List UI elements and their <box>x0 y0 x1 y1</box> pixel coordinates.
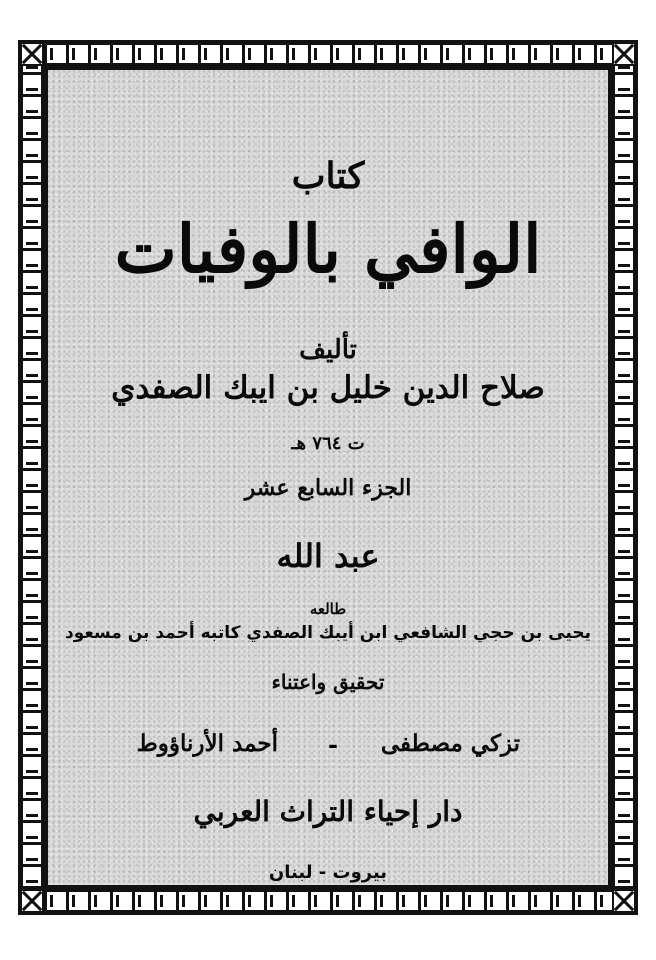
corner-ornament-icon <box>20 889 44 913</box>
book-label: كتاب <box>291 155 365 197</box>
corner-ornament-icon <box>612 42 636 66</box>
meander-border-top <box>44 42 612 68</box>
cover-frame <box>18 40 638 915</box>
editor-name: تزكي مصطفى <box>380 730 520 757</box>
collated-label: طالعه <box>309 600 347 618</box>
authored-label: تأليف <box>299 335 357 365</box>
author-name: صلاح الدين خليل بن ايبك الصفدي <box>111 370 545 406</box>
editors <box>48 730 608 770</box>
book-title: الوافي بالوفيات <box>114 210 542 288</box>
meander-border-left <box>20 66 46 889</box>
corner-ornament-icon <box>20 42 44 66</box>
publisher-city: بيروت - لبنان <box>268 862 388 883</box>
section-name: عبد الله <box>276 537 380 575</box>
volume-number: الجزء السابع عشر <box>244 475 412 501</box>
publisher-name: دار إحياء التراث العربي <box>193 795 463 828</box>
death-year: ت ٧٦٤ هـ <box>291 433 365 454</box>
meander-border-right <box>610 66 636 889</box>
cover-panel <box>46 68 610 887</box>
corner-ornament-icon <box>612 889 636 913</box>
editor-separator: - <box>328 730 338 759</box>
manuscript-sources: يحيى بن حجي الشافعي ابن أيبك الصفدي كاتبه أحمد بن مسعود <box>65 623 591 643</box>
meander-border-bottom <box>44 887 612 913</box>
editing-label: تحقيق واعتناء <box>271 670 385 694</box>
editor-name: أحمد الأرناؤوط <box>136 730 278 757</box>
